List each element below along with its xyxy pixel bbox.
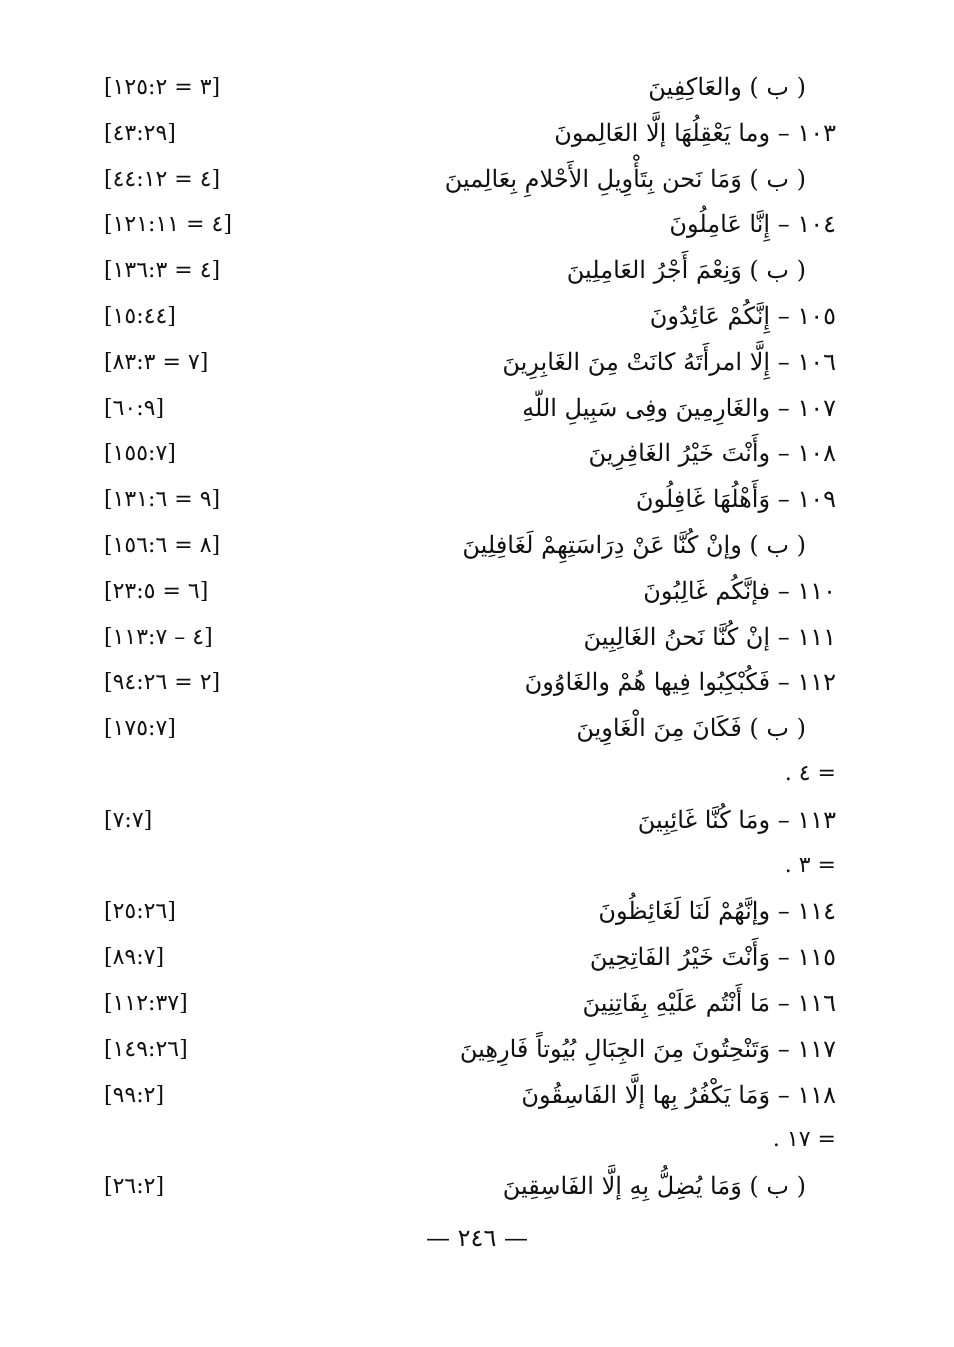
- reference-citation: [٩٩:٢]: [104, 1082, 165, 1108]
- verse-text: ١١٣ – ومَا كُنَّا غَائِبِينَ: [637, 805, 836, 834]
- reference-citation: [١٥:٤٤]: [104, 304, 176, 329]
- reference-citation: [١١٢:٣٧]: [104, 991, 188, 1016]
- reference-citation: [٧ = ٨٣:٣]: [104, 349, 209, 375]
- reference-citation: [٨ = ١٥٦:٦]: [104, 533, 221, 558]
- reference-citation: [١٤٩:٢٦]: [104, 1036, 188, 1062]
- entry-line: [0, 803, 954, 843]
- count-text: = ١٧ .: [772, 1127, 836, 1153]
- verse-text: ١١٥ – وَأَنْتَ خَيْرُ الفَاتِحِينَ: [589, 943, 836, 972]
- sub-verse-text: ( ب ) فَكَانَ مِنَ الْغَاوِينَ: [576, 714, 806, 743]
- count-text: = ٤ .: [784, 761, 836, 786]
- entry-line: [0, 894, 954, 934]
- sub-verse-text: ( ب ) وإنْ كُنَّا عَنْ دِرَاسَتِهِمْ لَغَافِلِينَ: [462, 531, 806, 559]
- verse-text: ١١٦ – مَا أَنْتُم عَلَيْهِ بِفَاتِنِينَ: [582, 989, 836, 1017]
- entry-line: [0, 70, 954, 110]
- reference-citation: [٤ = ١٢١:١١]: [104, 212, 232, 238]
- verse-text: ١٠٩ – وَأَهْلُهَا غَافِلُونَ: [635, 485, 836, 514]
- reference-citation: [٢ = ٩٤:٢٦]: [104, 670, 221, 696]
- entry-line: [0, 940, 954, 980]
- entry-line: [0, 1078, 954, 1118]
- reference-citation: [٤ = ٤٤:١٢]: [104, 166, 221, 192]
- entry-line: [0, 345, 954, 385]
- reference-citation: [٨٩:٧]: [104, 945, 165, 971]
- verse-text: ١١٤ – وإنَّهُمْ لَنَا لَغَائِظُونَ: [598, 897, 836, 926]
- entry-line: [0, 1032, 954, 1072]
- count-line: [0, 757, 954, 797]
- reference-citation: [٢٦:٢]: [104, 1174, 165, 1200]
- entry-line: [0, 1169, 954, 1209]
- verse-text: ١٠٨ – وأَنْتَ خَيْرُ الغَافِرِينَ: [588, 439, 836, 468]
- verse-text: ١٠٧ – والغَارِمِينَ وفِى سَبِيلِ اللّهِ: [522, 393, 836, 422]
- reference-citation: [٤٣:٢٩]: [104, 120, 176, 146]
- reference-citation: [٧:٧]: [104, 807, 153, 833]
- entry-line: [0, 620, 954, 660]
- count-line: [0, 849, 954, 889]
- verse-text: ١١٢ – فَكُبْكِبُوا فِيها هُمْ والغَاوُونَ: [524, 668, 836, 697]
- entry-line: [0, 436, 954, 476]
- verse-text: ١٠٣ – وما يَعْقِلُهَا إلَّا العَالِمونَ: [554, 118, 836, 147]
- reference-citation: [٤ = ١٣٦:٣]: [104, 258, 221, 284]
- entry-line: [0, 207, 954, 247]
- reference-citation: [٣ = ١٢٥:٢]: [104, 75, 221, 100]
- entry-line: [0, 482, 954, 522]
- entry-line: [0, 299, 954, 339]
- reference-citation: [١٧٥:٧]: [104, 716, 176, 742]
- verse-text: ١٠٦ – إِلَّا امرأَتَهُ كانَتْ مِنَ الغَابِرِينَ: [502, 347, 836, 376]
- reference-citation: [٤ – ١١٣:٧]: [104, 624, 213, 650]
- reference-citation: [٩ = ١٣١:٦]: [104, 487, 221, 513]
- verse-text: ١١٠ – فإنَّكُم غَالِبُونَ: [643, 576, 836, 605]
- reference-citation: [٢٥:٢٦]: [104, 899, 176, 925]
- page-number: — ٢٤٦ —: [426, 1224, 528, 1252]
- entry-line: [0, 665, 954, 705]
- entry-line: [0, 162, 954, 202]
- entry-line: [0, 986, 954, 1026]
- reference-citation: [٦ = ٢٣:٥]: [104, 578, 209, 604]
- entry-line: [0, 528, 954, 568]
- entry-line: [0, 711, 954, 751]
- entry-line: [0, 116, 954, 156]
- count-line: [0, 1123, 954, 1163]
- verse-text: ١٠٥ – إِنَّكُمْ عَائِدُونَ: [649, 302, 836, 330]
- reference-citation: [١٥٥:٧]: [104, 441, 176, 467]
- sub-verse-text: ( ب ) وَمَا يُضِلُّ بِهِ إلَّا الفَاسِقِينَ: [502, 1172, 806, 1201]
- entry-line: [0, 391, 954, 431]
- entry-line: [0, 574, 954, 614]
- sub-verse-text: ( ب ) وَمَا نَحن بِتَأْوِيلِ الأَحْلامِ بِعَالِمينَ: [444, 164, 806, 193]
- sub-verse-text: ( ب ) والعَاكِفِينَ: [648, 73, 806, 101]
- verse-text: ١١٧ – وَتَنْحِتُونَ مِنَ الجِبَالِ بُيُوتاً فَارِهِينَ: [459, 1034, 836, 1063]
- verse-text: ١٠٤ – إِنَّا عَامِلُونَ: [669, 210, 836, 239]
- sub-verse-text: ( ب ) وَنِعْمَ أَجْرُ العَامِلِينَ: [566, 256, 806, 285]
- verse-text: ١١٨ – وَمَا يَكْفُرُ بِها إلَّا الفَاسِقُونَ: [521, 1080, 836, 1109]
- reference-citation: [٦٠:٩]: [104, 395, 165, 421]
- verse-text: ١١١ – إنْ كُنَّا نَحنُ الغَالِبِينَ: [583, 622, 836, 651]
- count-text: = ٣ .: [784, 852, 836, 878]
- entry-line: [0, 253, 954, 293]
